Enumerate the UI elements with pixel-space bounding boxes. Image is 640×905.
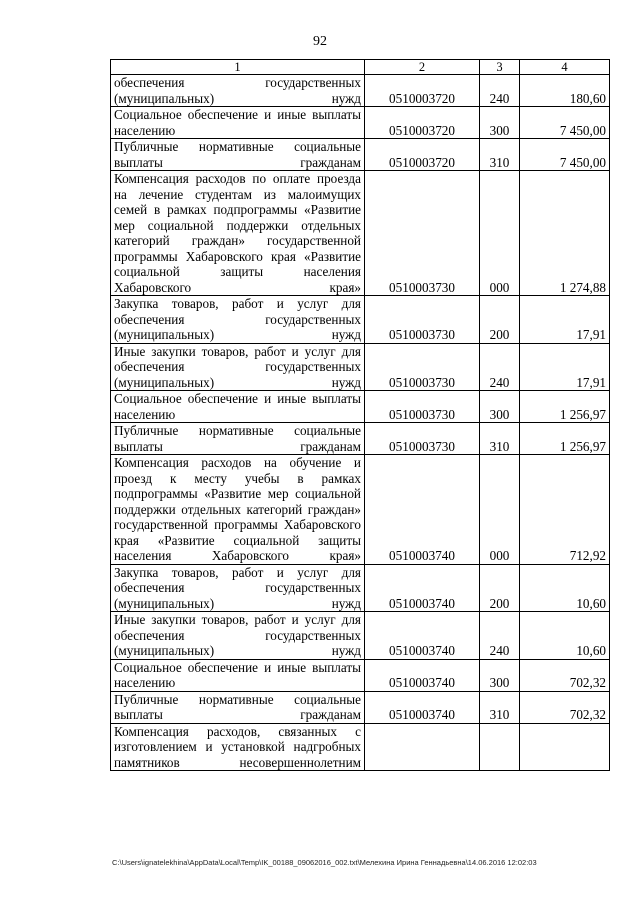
table-row <box>111 171 610 296</box>
row-vr-cell: 240 <box>480 612 520 660</box>
row-code-cell <box>365 723 480 771</box>
row-code-cell: 0510003730 <box>365 296 480 344</box>
row-vr-cell: 300 <box>480 107 520 139</box>
table-row <box>111 723 610 771</box>
table-row <box>111 343 610 391</box>
row-code-cell: 0510003720 <box>365 107 480 139</box>
footer-file-path: C:\Users\ignatelekhina\AppData\Local\Temp\IK_00188_09062016_002.txt\Мелехина Ирина Геннадьевна\14.06.2016 12:02:03 <box>112 858 537 867</box>
header-col-name: 1 <box>111 60 365 75</box>
table-row <box>111 564 610 612</box>
row-vr-cell: 240 <box>480 343 520 391</box>
row-code-cell: 0510003740 <box>365 564 480 612</box>
row-name-cell: Социальное обеспечение и иные выплаты населению <box>111 107 365 139</box>
row-code-cell: 0510003720 <box>365 139 480 171</box>
table-row <box>111 423 610 455</box>
row-sum-cell: 7 450,00 <box>520 139 610 171</box>
row-sum-cell: 1 256,97 <box>520 391 610 423</box>
row-code-cell: 0510003730 <box>365 343 480 391</box>
row-code-cell: 0510003740 <box>365 612 480 660</box>
row-vr-cell: 310 <box>480 423 520 455</box>
row-sum-cell: 10,60 <box>520 612 610 660</box>
row-name-cell: обеспечения государственных (муниципальных) нужд <box>111 75 365 107</box>
row-sum-cell <box>520 723 610 771</box>
page-number: 92 <box>313 34 327 49</box>
row-name-cell: Закупка товаров, работ и услуг для обеспечения государственных (муниципальных) нужд <box>111 564 365 612</box>
row-code-cell: 0510003740 <box>365 659 480 691</box>
row-name-cell: Компенсация расходов по оплате проезда на лечение студентам из малоимущих семей в рамках подпрограммы «Развитие мер социальной поддержки отдельных категорий граждан» государственной программы Хабаровского края «Развитие социальной защиты населения Хабаровского края» <box>111 171 365 296</box>
table-row <box>111 659 610 691</box>
table-row <box>111 75 610 107</box>
row-name-cell: Иные закупки товаров, работ и услуг для обеспечения государственных (муниципальных) нужд <box>111 343 365 391</box>
table-row <box>111 296 610 344</box>
row-vr-cell: 200 <box>480 564 520 612</box>
row-code-cell: 0510003740 <box>365 455 480 565</box>
row-name-cell: Социальное обеспечение и иные выплаты населению <box>111 659 365 691</box>
table-row <box>111 455 610 565</box>
row-sum-cell: 1 256,97 <box>520 423 610 455</box>
row-sum-cell: 10,60 <box>520 564 610 612</box>
row-name-cell: Социальное обеспечение и иные выплаты населению <box>111 391 365 423</box>
row-vr-cell: 000 <box>480 171 520 296</box>
row-vr-cell <box>480 723 520 771</box>
header-col-vr: 3 <box>480 60 520 75</box>
row-sum-cell: 7 450,00 <box>520 107 610 139</box>
row-name-cell: Публичные нормативные социальные выплаты гражданам <box>111 139 365 171</box>
row-sum-cell: 17,91 <box>520 343 610 391</box>
row-name-cell: Закупка товаров, работ и услуг для обеспечения государственных (муниципальных) нужд <box>111 296 365 344</box>
row-sum-cell: 702,32 <box>520 659 610 691</box>
header-col-code: 2 <box>365 60 480 75</box>
row-code-cell: 0510003730 <box>365 171 480 296</box>
row-code-cell: 0510003730 <box>365 423 480 455</box>
budget-table <box>110 59 610 771</box>
row-sum-cell: 712,92 <box>520 455 610 565</box>
row-name-cell: Публичные нормативные социальные выплаты гражданам <box>111 691 365 723</box>
row-vr-cell: 300 <box>480 391 520 423</box>
row-name-cell: Компенсация расходов на обучение и проезд к месту учебы в рамках подпрограммы «Развитие мер социальной поддержки отдельных категорий граждан» государственной программы Хабаровского края «Развитие социальной защиты населения Хабаровского края» <box>111 455 365 565</box>
row-name-cell: Иные закупки товаров, работ и услуг для обеспечения государственных (муниципальных) нужд <box>111 612 365 660</box>
row-sum-cell: 1 274,88 <box>520 171 610 296</box>
header-col-sum: 4 <box>520 60 610 75</box>
row-vr-cell: 310 <box>480 139 520 171</box>
row-code-cell: 0510003720 <box>365 75 480 107</box>
row-code-cell: 0510003730 <box>365 391 480 423</box>
row-vr-cell: 310 <box>480 691 520 723</box>
table-row <box>111 612 610 660</box>
row-name-cell: Компенсация расходов, связанных с изготовлением и установкой надгробных памятников несовершеннолетним <box>111 723 365 771</box>
row-vr-cell: 000 <box>480 455 520 565</box>
row-vr-cell: 200 <box>480 296 520 344</box>
row-vr-cell: 240 <box>480 75 520 107</box>
table-header-row <box>111 60 610 75</box>
row-sum-cell: 180,60 <box>520 75 610 107</box>
row-vr-cell: 300 <box>480 659 520 691</box>
table-row <box>111 391 610 423</box>
row-name-cell: Публичные нормативные социальные выплаты гражданам <box>111 423 365 455</box>
table-row <box>111 139 610 171</box>
row-sum-cell: 17,91 <box>520 296 610 344</box>
row-code-cell: 0510003740 <box>365 691 480 723</box>
table-row <box>111 107 610 139</box>
table-row <box>111 691 610 723</box>
row-sum-cell: 702,32 <box>520 691 610 723</box>
